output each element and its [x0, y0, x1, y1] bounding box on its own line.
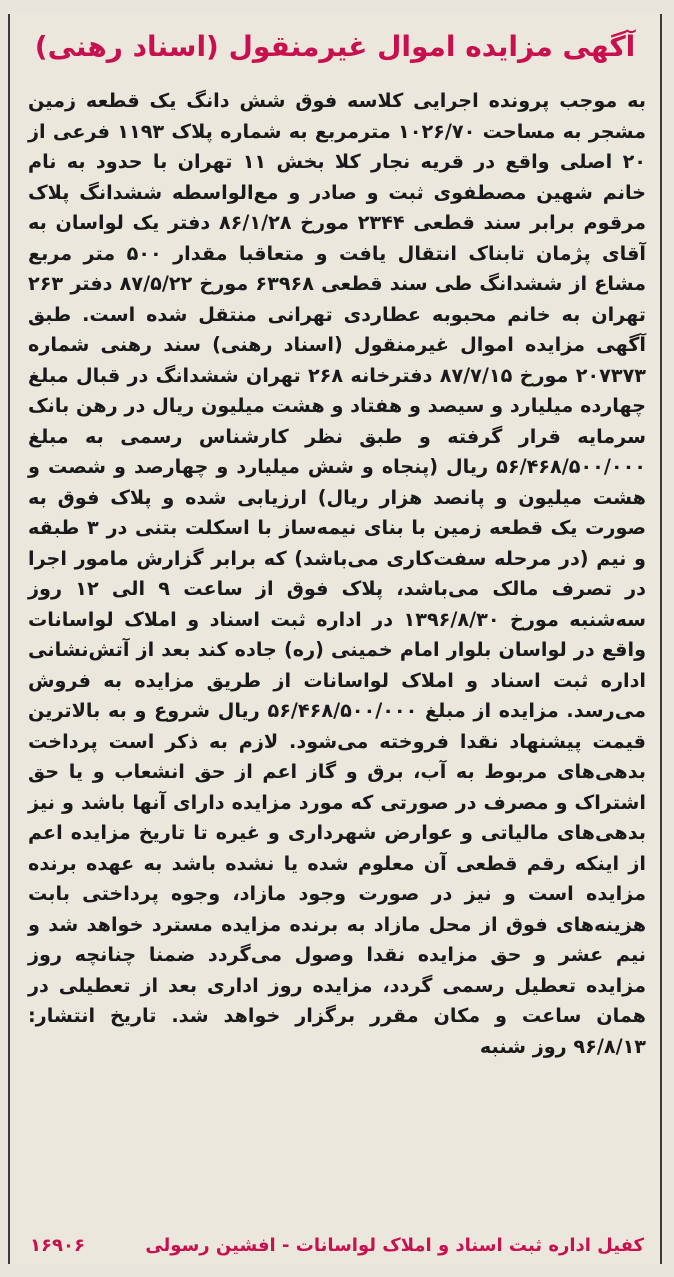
- signature-line: کفیل اداره ثبت اسناد و املاک لواسانات - افشین رسولی: [145, 1234, 644, 1256]
- notice-title: آگهی مزایده اموال غیرمنقول (اسناد رهنی): [34, 30, 636, 63]
- notice-body: به موجب پرونده اجرایی کلاسه فوق شش دانگ یک قطعه زمین مشجر به مساحت ۱۰۲۶/۷۰ مترمربع به شماره پلاک ۱۱۹۳ فرعی از ۲۰ اصلی واقع در قریه نجار کلا بخش ۱۱ تهران با حدود به نام خانم شهین مصطفوی ثبت و صادر و مع‌الواسطه ششدانگ پلاک مرقوم برابر سند قطعی ۲۳۴۴ مورخ ۸۶/۱/۲۸ دفتر یک لواسان به آقای پژمان تابناک انتقال یافت و متعاقبا مقدار ۵۰۰ متر مربع مشاع از ششدانگ طی سند قطعی ۶۳۹۶۸ مورخ ۸۷/۵/۲۲ دفتر ۲۶۳ تهران به خانم محبوبه عطاردی تهرانی منتقل شده است. طبق آگهی مزایده اموال غیرمنقول (اسناد رهنی) سند رهنی شماره ۲۰۷۳۷۳ مورخ ۸۷/۷/۱۵ دفترخانه ۲۶۸ تهران ششدانگ در قبال مبلغ چهارده میلیارد و سیصد و هفتاد و هشت میلیون ریال در رهن بانک سرمایه قرار گرفته و طبق نظر کارشناس رسمی به مبلغ ۵۶/۴۶۸/۵۰۰/۰۰۰ ریال (پنجاه و شش میلیارد و چهارصد و شصت و هشت میلیون و پانصد هزار ریال) ارزیابی شده و پلاک فوق به صورت یک قطعه زمین با بنای نیمه‌ساز با اسکلت بتنی در ۳ طبقه و نیم (در مرحله سفت‌کاری می‌باشد) که برابر گزارش مامور اجرا در تصرف مالک می‌باشد، پلاک فوق از ساعت ۹ الی ۱۲ روز سه‌شنبه مورخ ۱۳۹۶/۸/۳۰ در اداره ثبت اسناد و املاک لواسانات واقع در لواسان بلوار امام خمینی (ره) جاده کند بعد از آتش‌نشانی اداره ثبت اسناد و املاک لواسانات از طریق مزایده به فروش می‌رسد. مزایده از مبلغ ۵۶/۴۶۸/۵۰۰/۰۰۰ ریال شروع و به بالاترین قیمت پیشنهاد نقدا فروخته می‌شود. لازم به ذکر است پرداخت بدهی‌های مربوط به آب، برق و گاز اعم از حق انشعاب و یا حق اشتراک و مصرف در صورتی که مورد مزایده دارای آنها باشد و نیز بدهی‌های مالیاتی و عوارض شهرداری و غیره تا تاریخ مزایده اعم از اینکه رقم قطعی آن معلوم شده یا نشده باشد به عهده برنده مزایده است و نیز در صورت وجود مازاد، وجوه پرداختی بابت هزینه‌های فوق از محل مازاد به برنده مزایده مسترد خواهد شد و نیم عشر و حق مزایده نقدا وصول می‌گردد ضمنا چنانچه روز مزایده تعطیل رسمی گردد، مزایده روز اداری بعد از تعطیلی در همان ساعت و مکان مقرر برگزار خواهد شد. تاریخ انتشار: ۹۶/۸/۱۳ روز شنبه: [28, 89, 647, 1058]
- notice-footer: [30, 1230, 644, 1260]
- notice-clipping: [8, 14, 662, 1264]
- ad-code: ۱۶۹۰۶: [30, 1234, 85, 1256]
